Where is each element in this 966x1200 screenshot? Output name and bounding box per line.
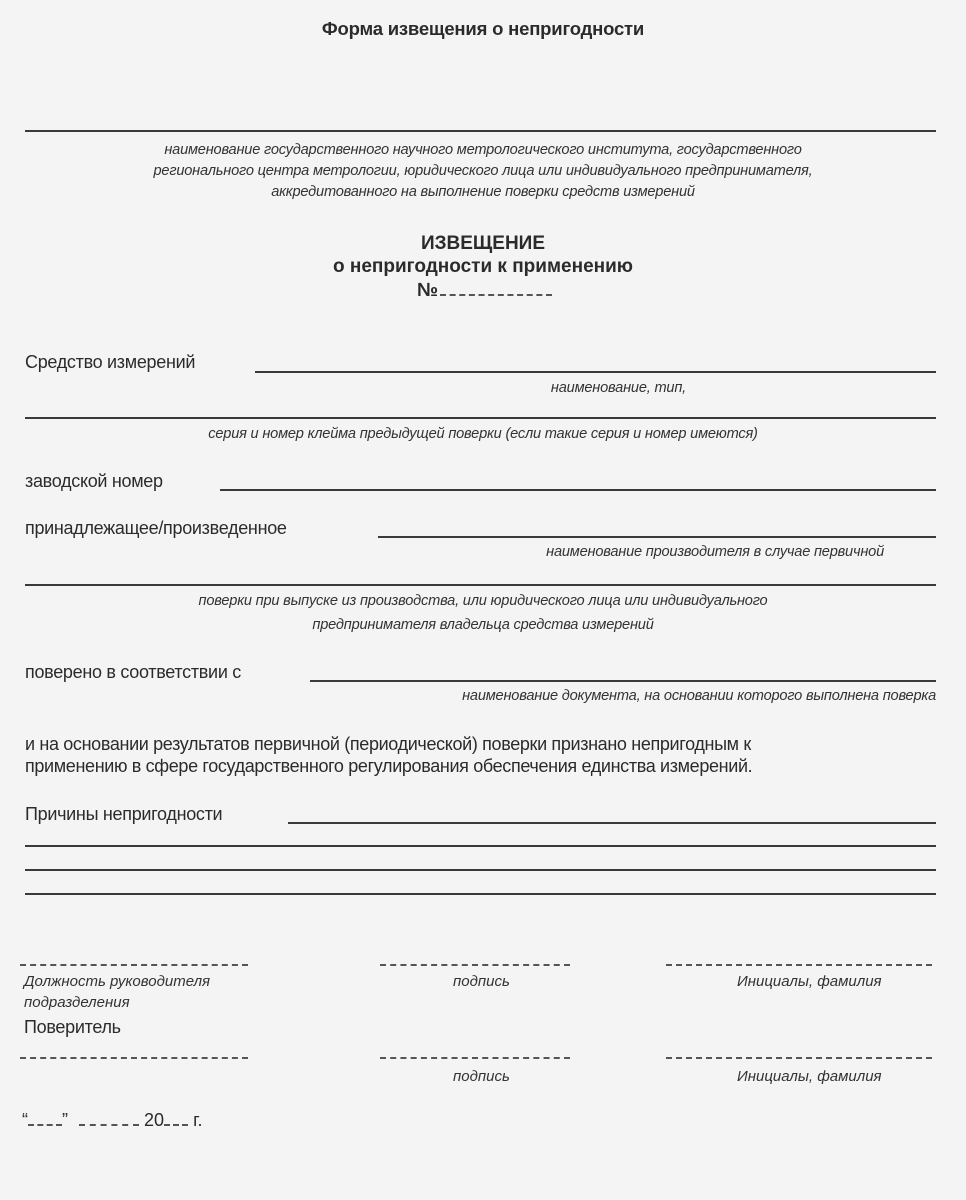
position-caption <box>24 971 210 1013</box>
verifier-position-field[interactable] <box>20 1057 248 1059</box>
instrument-field[interactable] <box>255 371 936 373</box>
owner-field[interactable] <box>378 536 936 538</box>
serial-number-field[interactable] <box>220 489 936 491</box>
statement-text <box>25 733 945 777</box>
owner-continuation-caption <box>0 591 966 636</box>
position-caption-line: Должность руководителя <box>24 973 211 990</box>
month-field[interactable] <box>79 1112 139 1126</box>
verifier-label: Поверитель <box>24 1017 121 1037</box>
name-caption: Инициалы, фамилия <box>737 973 882 990</box>
verified-per-label: поверено в соответствии с <box>25 662 241 682</box>
instrument-series-field[interactable] <box>25 417 936 419</box>
instrument-series-caption: серия и номер клейма предыдущей поверки (если такие серия и номер имеются) <box>208 426 758 442</box>
reasons-field-line-4[interactable] <box>25 893 936 895</box>
position-field[interactable] <box>20 964 248 966</box>
organization-name-field[interactable] <box>25 130 936 132</box>
date-close-quote: ” <box>62 1110 68 1130</box>
reasons-field[interactable] <box>288 822 936 824</box>
reasons-field-line-2[interactable] <box>25 845 936 847</box>
owner-caption-line: предпринимателя владельца средства измерений <box>312 617 654 633</box>
verifier-name-field[interactable] <box>666 1057 932 1059</box>
year-field[interactable] <box>164 1112 188 1126</box>
verifier-signature-caption: подпись <box>453 1068 510 1085</box>
statement-line: и на основании результатов первичной (периодической) поверки признано непригодным к <box>25 734 751 754</box>
year-suffix: г. <box>193 1110 203 1130</box>
organization-caption-line: аккредитованного на выполнение поверки средств измерений <box>271 184 695 200</box>
owner-caption-line: поверки при выпуске из производства, или юридического лица или индивидуального <box>198 593 768 609</box>
owner-caption: наименование производителя в случае первичной <box>546 544 884 560</box>
position-caption-line: подразделения <box>24 994 130 1011</box>
notice-number-field[interactable] <box>440 280 552 296</box>
notice-subheading: о непригодности к применению <box>332 256 634 277</box>
verified-per-caption: наименование документа, на основании которого выполнена поверка <box>462 688 936 704</box>
signature-caption: подпись <box>453 973 510 990</box>
reasons-field-line-3[interactable] <box>25 869 936 871</box>
owner-label: принадлежащее/произведенное <box>25 518 287 538</box>
name-field[interactable] <box>666 964 932 966</box>
organization-caption-line: наименование государственного научного метрологического института, государственного <box>164 142 802 158</box>
reasons-label: Причины непригодности <box>25 804 223 824</box>
owner-continuation-field[interactable] <box>25 584 936 586</box>
instrument-caption: наименование, тип, <box>550 380 686 396</box>
signature-field[interactable] <box>380 964 570 966</box>
organization-caption-line: регионального центра метрологии, юридического лица или индивидуального предпринимателя, <box>153 163 813 179</box>
verifier-name-caption: Инициалы, фамилия <box>737 1068 882 1085</box>
date-open-quote: “ <box>22 1110 28 1130</box>
verifier-signature-field[interactable] <box>380 1057 570 1059</box>
number-sign: № <box>417 280 439 301</box>
notice-number <box>417 280 552 302</box>
instrument-label: Средство измерений <box>25 352 196 372</box>
organization-caption <box>0 140 966 203</box>
document-title: Форма извещения о непригодности <box>321 18 645 39</box>
notice-heading: ИЗВЕЩЕНИЕ <box>420 233 546 254</box>
statement-line: применению в сфере государственного регулирования обеспечения единства измерений. <box>25 756 753 776</box>
date-line <box>22 1110 202 1131</box>
verified-per-field[interactable] <box>310 680 936 682</box>
day-field[interactable] <box>28 1112 62 1126</box>
serial-number-label: заводской номер <box>25 471 163 491</box>
year-prefix: 20 <box>144 1110 165 1130</box>
